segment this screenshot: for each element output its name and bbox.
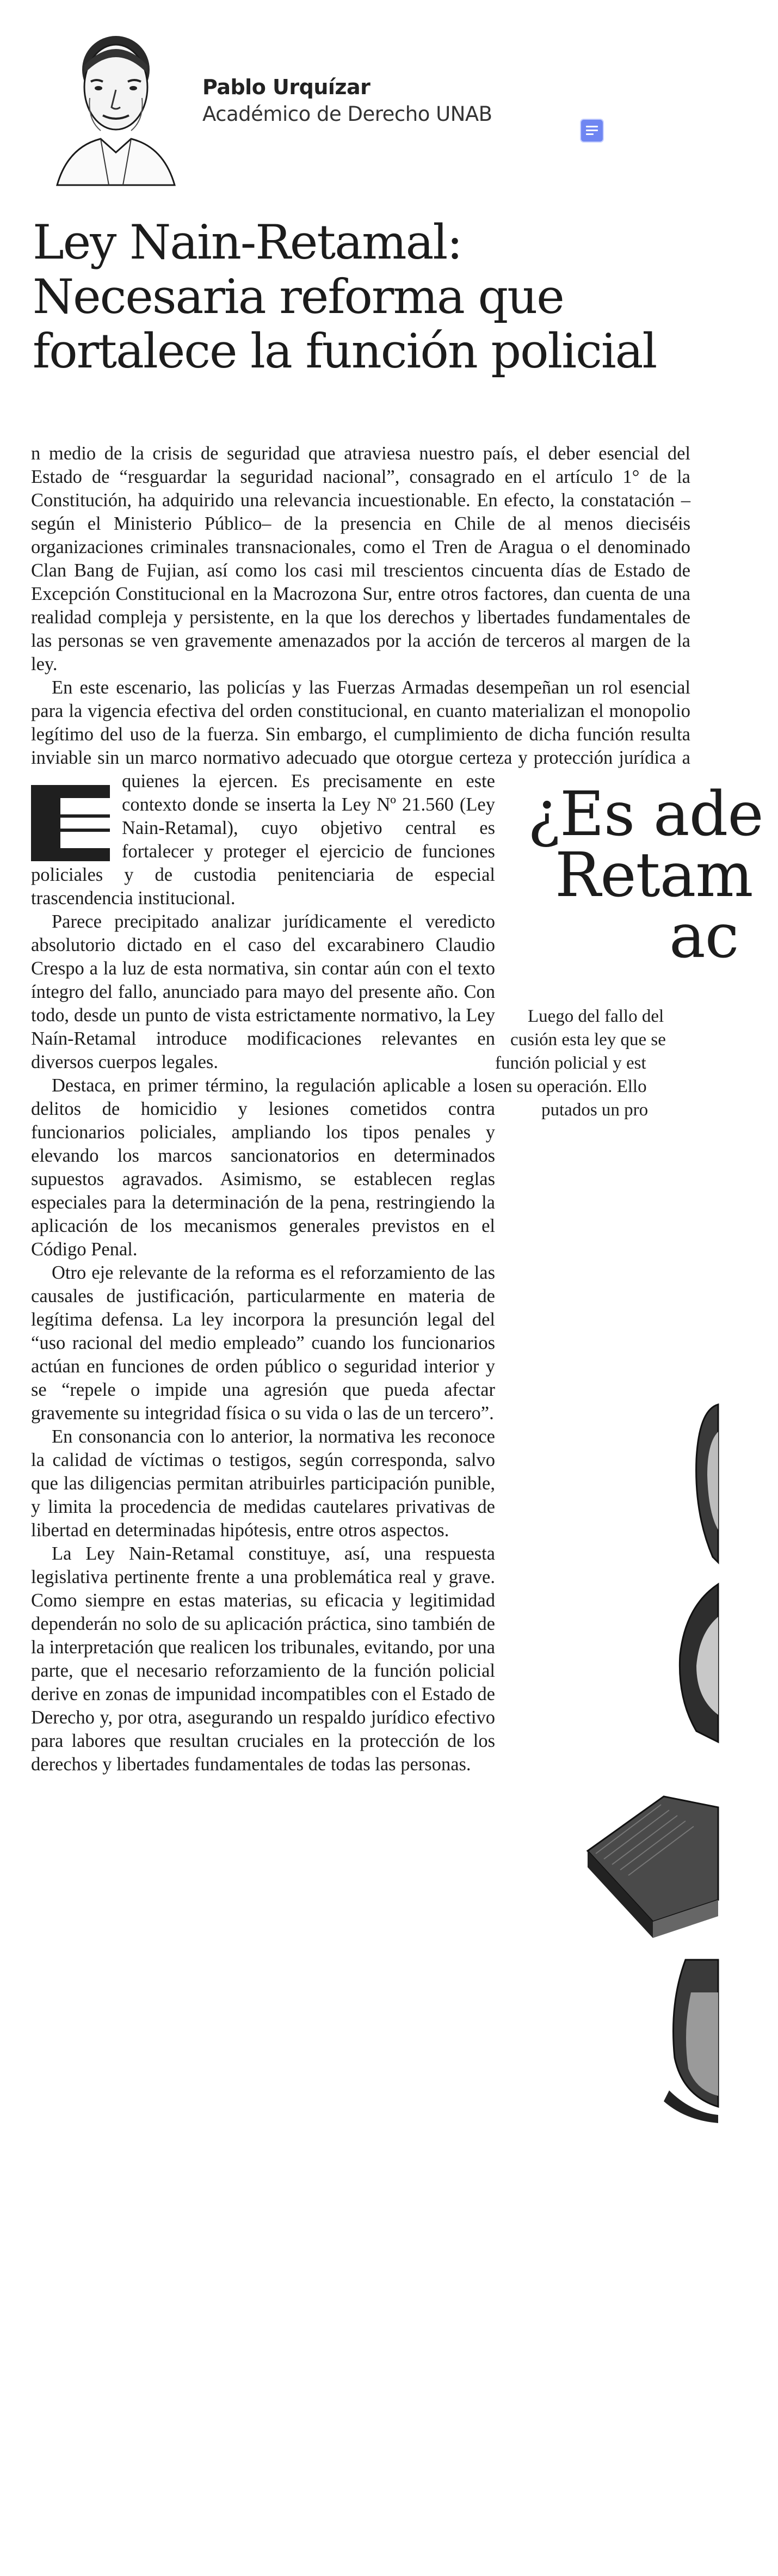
chess-piece-illustration [588, 1350, 718, 2123]
paragraph-1-text: n medio de la crisis de seguridad que atraviesa nuestro país, el deber esencial del Estado de “resguardar la seguridad nacional”, consagrado en el artículo 1° de la Constitución, ha adquirido una relevancia incuestionable. En efecto, la constatación –según el Ministerio Público– de la presencia en Chile de al menos dieciséis organizaciones criminales transnacionales, como el Tren de Aragua o el denominado Clan Bang de Fujian, así como los casi mil trescientos cincuenta días de Estado de Excepción Constitucional en la Macrozona Sur, entre otros factores, dan cuenta de una realidad compleja y persistente, en la que los derechos y libertades fundamentales de las personas se ven gravemente amenazados por la acción de terceros al margen de la ley. [31, 443, 690, 674]
headline-line-3: fortalece la función policial [33, 323, 657, 379]
related-title-line-2: Retam [555, 840, 753, 911]
article-headline [33, 215, 718, 378]
related-lead-line-2: cusión esta ley que se [510, 1030, 666, 1050]
paragraph-2: En este escenario, las policías y las Fuerzas Armadas desempeñan un rol esencial para la vigencia efectiva del orden constitucional, en cuanto materializan el monopolio legítimo del uso de la fuerza. Sin embargo, el cumplimiento de dicha función resulta inviable sin un marco normativo adecuado que otorgue certeza y protección jurídica a quienes la ejercen. Es precisamente en este contexto donde se inserta la Ley Nº 21.560 (Ley Nain-Retamal), cuyo objetivo central es fortalecer y proteger el ejercicio de funciones policiales y de custodia penitenciaria de especial trascendencia institucional. [31, 677, 690, 909]
related-lead-line-3: función policial y est [495, 1053, 646, 1073]
paragraph-5: Otro eje relevante de la reforma es el reforzamiento de las causales de justificación, particularmente en materia de legítima defensa. La ley incorpora la presunción legal del “uso racional del medio empleado” cuando los funcionarios actúan en funciones de orden público o seguridad interior y se “repele o impide una agresión que pueda afectar gravemente su integridad física o su vida o las de un tercero”. [31, 1262, 495, 1424]
related-title-line-3: ac [669, 901, 739, 972]
paragraph-3: Parece precipitado analizar jurídicamente el veredicto absolutorio dictado en el caso del excarabinero Claudio Crespo a la luz de esta normativa, sin contar aún con el texto íntegro del fallo, anunciado para mayo del presente año. Con todo, desde un punto de vista estrictamente normativo, la Ley Naín-Retamal introduce modificaciones relevantes en diversos cuerpos legales. [31, 911, 495, 1072]
related-lead-line-1: Luego del fallo del [528, 1007, 664, 1026]
related-article [495, 779, 778, 1122]
paragraph-7: La Ley Nain-Retamal constituye, así, una respuesta legislativa pertinente frente a una problemática real y grave. Como siempre en estas materias, su eficacia y legitimidad dependerán no solo de su aplicación práctica, sino también de la interpretación que realicen los tribunales, evitando, por una parte, que el necesario reforzamiento de la función policial derive en zonas de impunidad incompatibles con el Estado de Derecho y, por otra, asegurando un respaldo jurídico efectivo para labores que resultan cruciales en la protección de los derechos y libertades fundamentales de todas las personas. [31, 1543, 495, 1775]
drop-cap-e [31, 785, 110, 861]
related-article-lead [495, 1005, 778, 1122]
column-spacer-top [690, 442, 691, 780]
paragraph-1 [31, 442, 691, 676]
paragraph-4: Destaca, en primer término, la regulación aplicable a los delitos de homicidio y lesiones cometidos contra funcionarios policiales, ampliando los tipos penales y elevando los marcos sancionatorios en determinados supuestos agravados. Asimismo, se establecen reglas especiales para la determinación de la pena, restringiendo la aplicación de los mecanismos generales previstos en el Código Penal. [31, 1075, 495, 1260]
author-name: Pablo Urquízar [202, 75, 371, 99]
related-lead-line-5: putados un pro [541, 1100, 649, 1120]
note-icon[interactable] [581, 120, 603, 142]
author-role: Académico de Derecho UNAB [202, 102, 492, 126]
headline-line-1: Ley Nain-Retamal: [33, 214, 462, 270]
related-lead-line-4: en su operación. Ello [495, 1077, 647, 1096]
related-article-title [506, 779, 778, 972]
paragraph-6: En consonancia con lo anterior, la normativa les reconoce la calidad de víctimas o testigos, según corresponda, salvo que las diligencias permitan atribuirles participación punible, y limita la procedencia de medidas cautelares privativas de libertad en determinadas hipótesis, entre otros aspectos. [31, 1426, 495, 1541]
related-title-line-1: ¿Es ade [528, 779, 763, 850]
headline-line-2: Necesaria reforma que [33, 269, 564, 324]
author-portrait-sketch [52, 22, 177, 185]
